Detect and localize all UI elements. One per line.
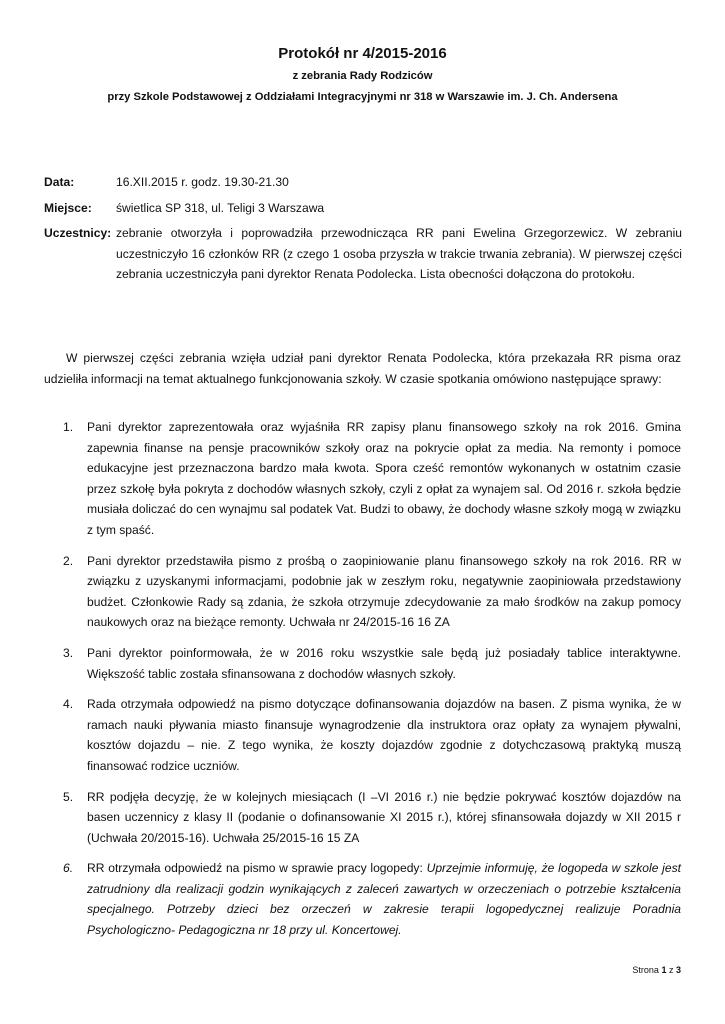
meta-row-place: [44, 198, 682, 219]
participants-value: zebranie otworzyła i poprowadziła przewodnicząca RR pani Ewelina Grzegorzewicz. W zebraniu uczestniczyło 16 członków RR (z czego 1 osoba przyszła w trakcie trwania zebrania). W pierwszej części zebrania uczestniczyła pani dyrektor Renata Podolecka. Lista obecności dołączona do protokołu.: [116, 226, 682, 282]
date-label: Data:: [44, 175, 75, 189]
meta-section: [44, 172, 682, 290]
item-text: Rada otrzymała odpowiedź na pismo dotyczące dofinansowania dojazdów na basen. Z pisma wynika, że w ramach nauki pływania miasto finansuje wynagrodzenie dla instruktora oraz opłaty za wynajem pływalni, kosztów dojazdu – nie. Z tego wynika, że koszty dojazdów zgodnie z dotychczasową praktyką muszą finansować rodzice uczniów.: [87, 697, 681, 773]
page-current: 1: [661, 965, 667, 975]
item-number: 3.: [63, 645, 74, 660]
place-value: świetlica SP 318, ul. Teligi 3 Warszawa: [116, 200, 325, 215]
participants-label: Uczestnicy:: [44, 226, 112, 241]
school-name: przy Szkole Podstawowej z Oddziałami Integracyjnymi nr 318 w Warszawie im. J. Ch. Andersena: [107, 91, 618, 103]
page-total: 3: [675, 965, 681, 975]
item-text: RR podjęła decyzję, że w kolejnych miesiącach (I –VI 2016 r.) nie będzie pokrywać kosztów dojazdów na basen uczennicy z klasy II (podanie o dofinansowanie XI 2015 r.), której sfinansowała dojazdy w XII 2015 r (Uchwała 20/2015-16). Uchwała 25/2015-16 15 ZA: [87, 789, 681, 845]
item-text: Pani dyrektor poinformowała, że w 2016 roku wszystkie sale będą już posiadały tablice interaktywne. Większość tablic została sfinansowana z dochodów własnych szkoły.: [87, 645, 681, 681]
item-text-quote: Uprzejmie informuję, że logopeda w szkole jest zatrudniony dla realizacji godzin wynikających z zaleceń zawartych w orzeczeniach o potrzebie kształcenia specjalnego. Potrzeby dzieci bez orzeczeń w zakresie terapii logopedycznej realizuje Poradnia Psychologiczno- Pedagogiczna nr 18 przy ul. Koncertowej.: [87, 861, 681, 938]
document-subtitle: z zebrania Rady Rodziców: [292, 70, 433, 82]
meta-row-participants: [44, 223, 682, 285]
list-item: [44, 417, 681, 541]
meta-row-date: [44, 172, 682, 193]
agenda-list: [44, 417, 681, 951]
item-text: Pani dyrektor zaprezentowała oraz wyjaśniła RR zapisy planu finansowego szkoły na rok 2016. Gmina zapewnia finanse na pensje pracowników szkoły oraz na pokrycie opłat za media. Na remonty i pomoce edukacyjne jest przeznaczona bardzo mała kwota. Spora cześć remontów wykonanych w ostatnim czasie przez szkołę była pokryta z dochodów własnych szkoły, czyli z opłat za wynajem sal. Od 2016 r. szkoła będzie musiała doliczać do cen wynajmu sal podatek Vat. Budzi to obawy, że dochody własne szkoły mogą w związku z tym spaść.: [87, 420, 681, 537]
date-value: 16.XII.2015 r. godz. 19.30-21.30: [116, 175, 289, 189]
item-number: 1.: [63, 420, 74, 434]
list-item: [44, 858, 681, 940]
page-sep: z: [668, 965, 674, 975]
place-label: Miejsce:: [44, 200, 92, 215]
item-number: 2.: [63, 553, 74, 568]
list-item: [44, 694, 681, 776]
item-text: [87, 858, 681, 940]
item-text-plain: RR otrzymała odpowiedź na pismo w sprawie pracy logopedy:: [87, 861, 427, 876]
list-item: [44, 787, 681, 849]
page-label: Strona: [632, 965, 659, 975]
item-text: Pani dyrektor przedstawiła pismo z prośbą o zaopiniowanie planu finansowego szkoły na rok 2016. RR w związku z uzyskanymi informacjami, podobnie jak w zeszłym roku, negatywnie zaopiniowała przedstawiony budżet. Członkowie Rady są zdania, że szkoła otrzymuje zdecydowanie za mało środków na zakup pomocy naukowych oraz na bieżące remonty. Uchwała nr 24/2015-16 16 ZA: [87, 553, 681, 630]
list-item: [44, 643, 681, 684]
list-item: [44, 551, 681, 633]
item-number: 5.: [63, 789, 74, 804]
document-title: Protokół nr 4/2015-2016: [278, 45, 447, 62]
intro-paragraph: W pierwszej części zebrania wzięła udział pani dyrektor Renata Podolecka, która przekazała RR pisma oraz udzieliła informacji na temat aktualnego funkcjonowania szkoły. W czasie spotkania omówiono następujące sprawy:: [44, 351, 681, 386]
item-number: 4.: [63, 697, 74, 712]
page-footer: [632, 964, 681, 976]
item-number: 6.: [63, 861, 74, 876]
